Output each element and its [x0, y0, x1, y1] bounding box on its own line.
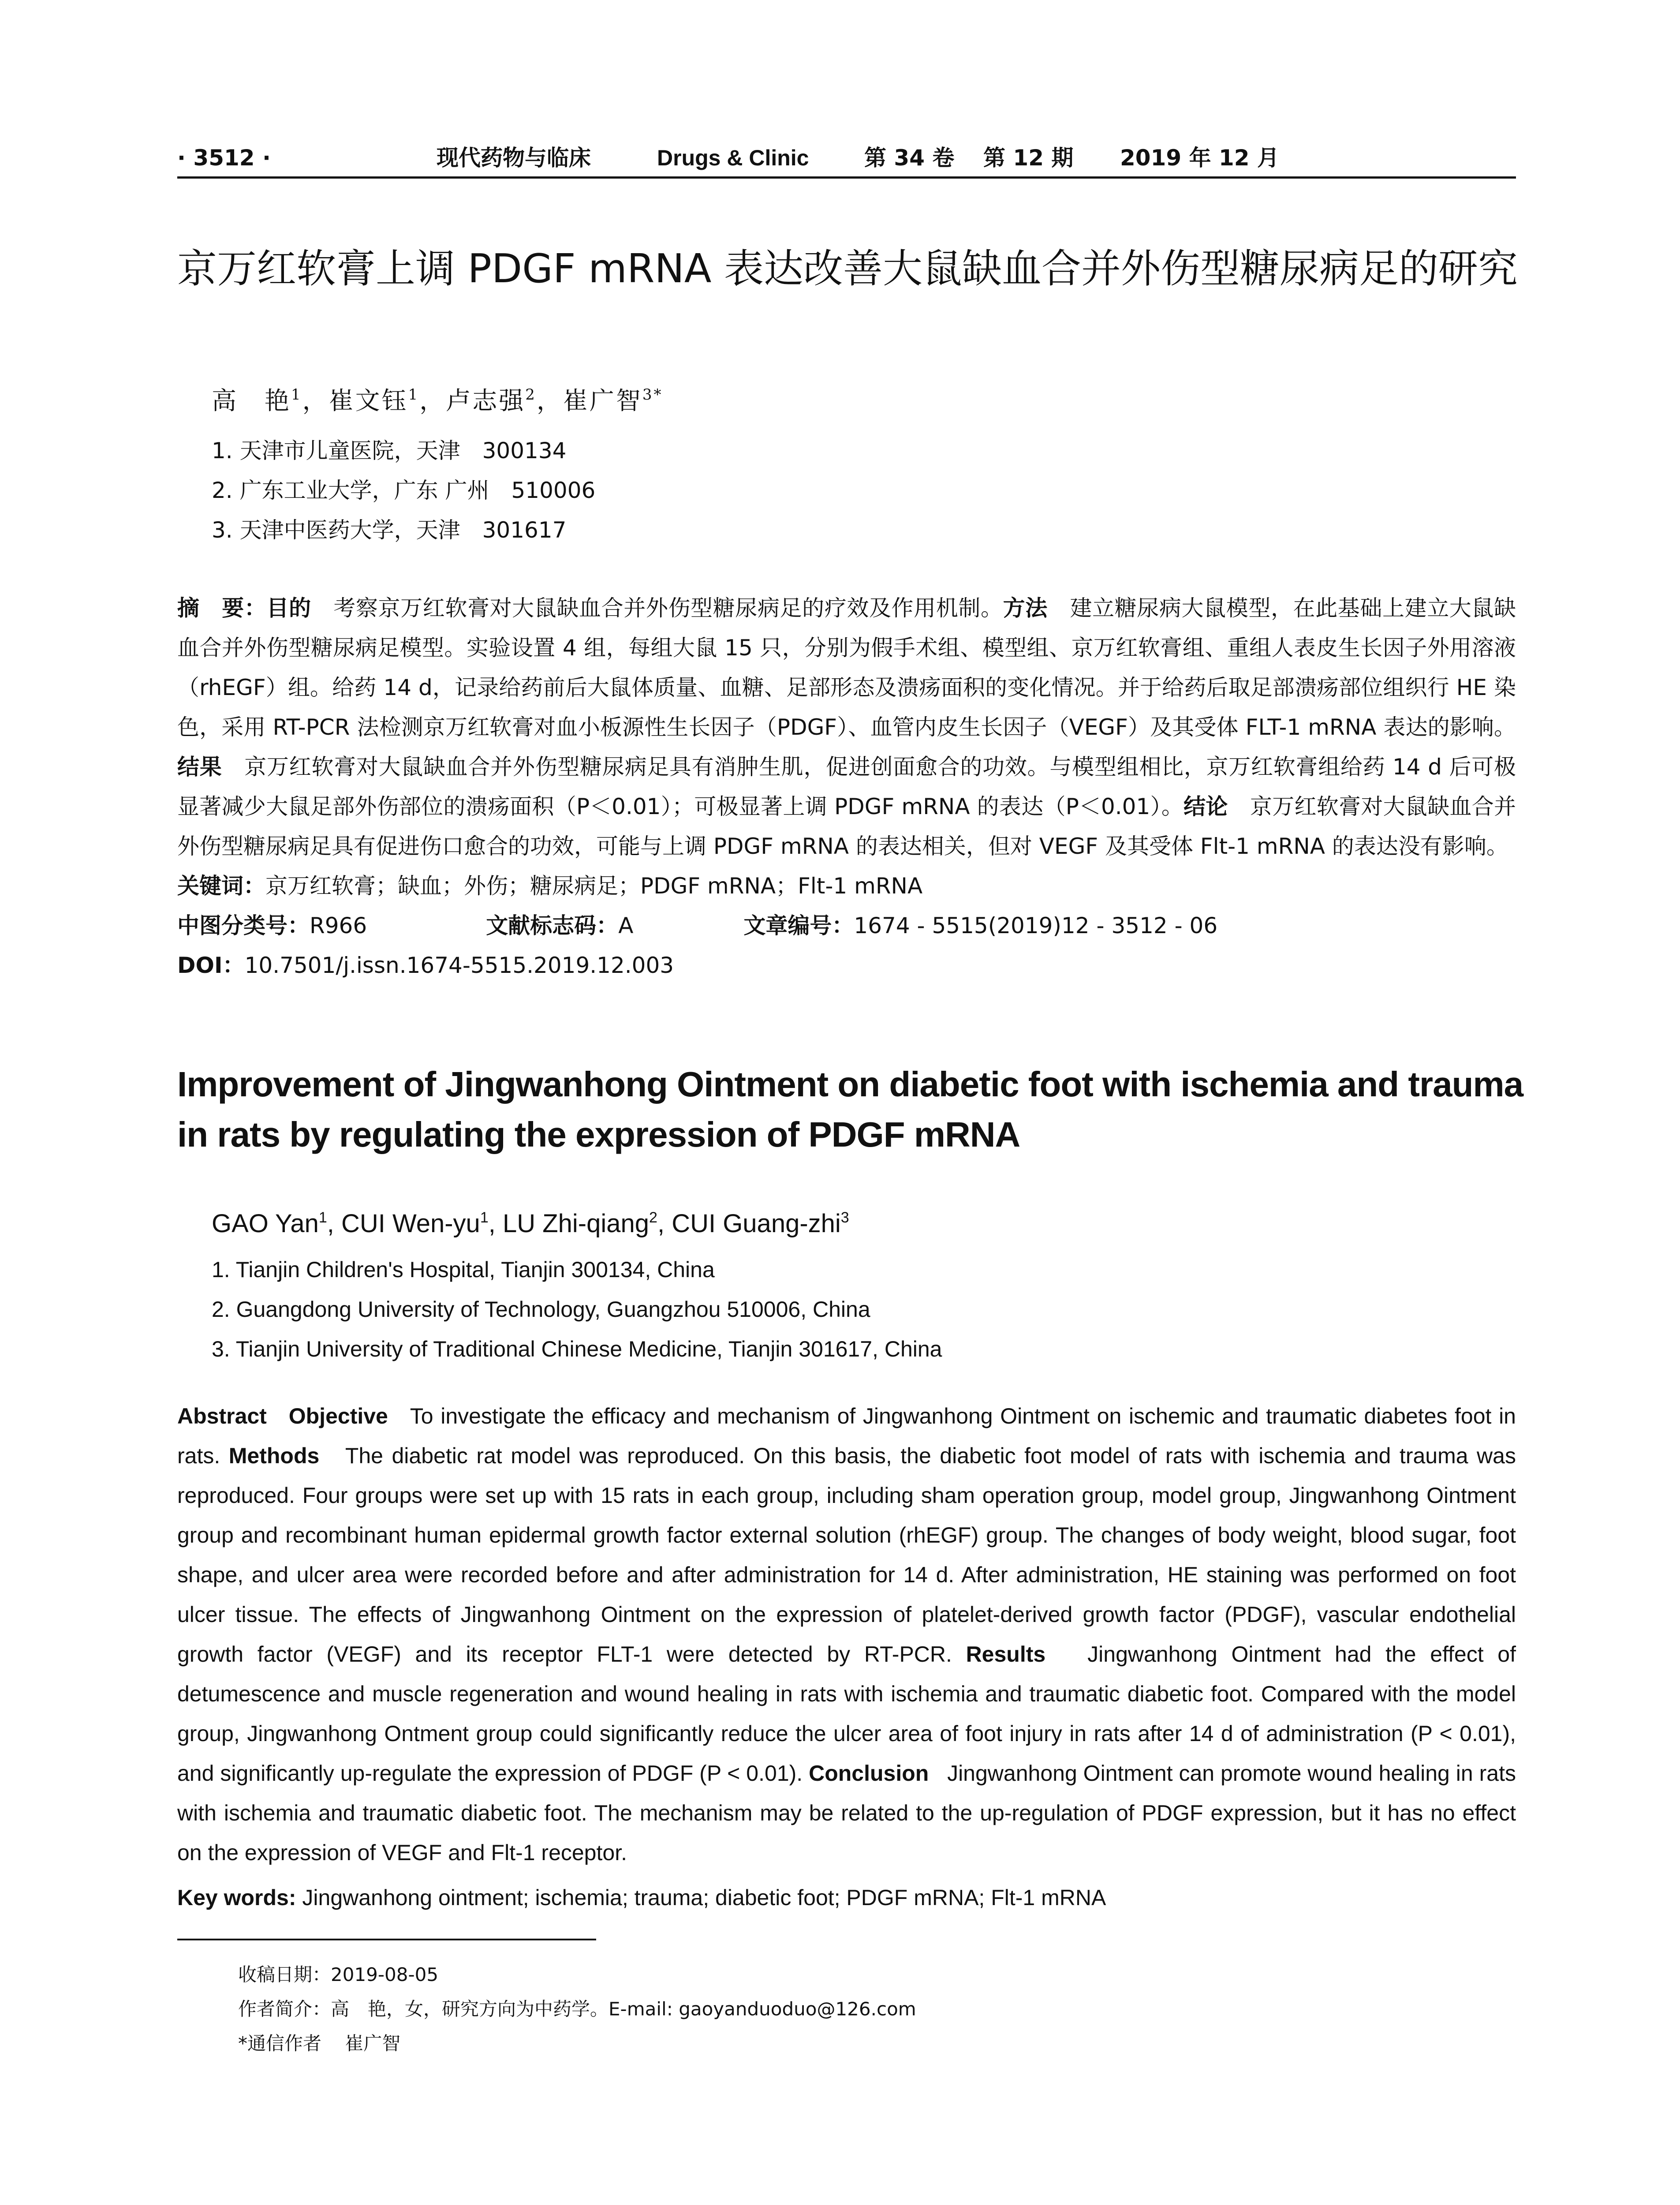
affiliation-cn: 2. 广东工业大学，广东 广州 510006	[212, 478, 596, 503]
author-cn: 崔文钰	[329, 387, 408, 415]
author-en: CUI Wen-yu	[341, 1209, 480, 1238]
article-no-value: 1674 - 5515(2019)12 - 3512 - 06	[854, 913, 1218, 938]
doi-label: DOI：	[177, 953, 245, 978]
author-affil-mark: 3	[840, 1209, 849, 1226]
bio-label: 作者简介：	[238, 1998, 331, 2020]
results-label: Results	[966, 1642, 1046, 1667]
footnote-author-bio	[238, 1992, 916, 2027]
bio-text: 高 艳，女，研究方向为中药学。E-mail: gaoyanduoduo@126.com	[331, 1998, 916, 2020]
author-cn: 卢志强	[446, 387, 526, 415]
affiliation-en: 1. Tianjin Children's Hospital, Tianjin 300134, China	[212, 1257, 715, 1282]
affiliation-en: 2. Guangdong University of Technology, Guangzhou 510006, China	[212, 1297, 870, 1322]
author-affil-mark: 1	[480, 1209, 489, 1226]
doi-value: 10.7501/j.issn.1674-5515.2019.12.003	[244, 953, 674, 978]
author-cn: 高 艳	[212, 387, 291, 415]
header-rule	[177, 176, 1516, 179]
corresponding-name: 崔广智	[345, 2033, 401, 2054]
author-affil-mark: 1	[291, 386, 302, 404]
classification-line	[177, 906, 1516, 946]
results-text: 京万红软膏对大鼠缺血合并外伤型糖尿病足具有消肿生肌，促进创面愈合的功效。与模型组相比，京万红软膏组给药 14 d 后可极显著减少大鼠足部外伤部位的溃疡面积（P＜0.01）；可极显著上调 PDGF mRNA 的表达（P＜0.01）。	[177, 754, 1516, 819]
abstract-cn	[177, 588, 1516, 985]
authors-en	[212, 1204, 849, 1244]
author-separator: ,	[488, 1209, 503, 1238]
volume: 第 34 卷	[864, 145, 955, 171]
results-label: 结果	[177, 754, 222, 780]
author-separator: ，	[536, 387, 563, 415]
article-no-label: 文章编号：	[743, 913, 854, 938]
author-affil-mark: 2	[525, 386, 537, 404]
clc-value: R966	[310, 913, 367, 938]
methods-label: 方法	[1003, 595, 1048, 621]
objective-label: Objective	[288, 1404, 388, 1428]
received-label: 收稿日期：	[238, 1964, 331, 1985]
journal-name-en: Drugs & Clinic	[657, 146, 809, 170]
author-affil-mark: 3*	[642, 386, 663, 404]
corresponding-label: *通信作者	[238, 2033, 322, 2054]
author-separator: ,	[657, 1209, 672, 1238]
author-en: LU Zhi-qiang	[502, 1209, 650, 1238]
keywords-label: Key words:	[177, 1885, 296, 1910]
author-separator: ,	[327, 1209, 342, 1238]
keywords-cn	[177, 866, 1516, 906]
author-separator: ，	[302, 387, 329, 415]
author-en: GAO Yan	[212, 1209, 319, 1238]
footnote-received	[238, 1957, 438, 1992]
keywords-en	[177, 1878, 1106, 1917]
conclusion-text: 京万红软膏对大鼠缺血合并外伤型糖尿病足具有促进伤口愈合的功效，可能与上调 PDGF mRNA 的表达相关，但对 VEGF 及其受体 Flt-1 mRNA 的表达没有影响。	[177, 794, 1516, 859]
author-affil-mark: 2	[649, 1209, 657, 1226]
footnote-corresponding	[238, 2026, 400, 2061]
author-cn: 崔广智	[563, 387, 642, 415]
issue-date: 2019 年 12 月	[1120, 145, 1279, 171]
abstract-en	[177, 1396, 1516, 1872]
abstract-label: Abstract	[177, 1404, 267, 1428]
objective-label: 目的	[266, 595, 311, 621]
footnote-rule	[177, 1939, 596, 1940]
keywords-text: Jingwanhong ointment; ischemia; trauma; diabetic foot; PDGF mRNA; Flt-1 mRNA	[302, 1885, 1106, 1910]
methods-text: The diabetic rat model was reproduced. On this basis, the diabetic foot model of rats with ischemia and trauma was reproduced. Four groups were set up with 15 rats in each group, including sham operation group, model group, Jingwanhong Ointment group and recombinant human epidermal growth factor external solution (rhEGF) group. The changes of body weight, blood sugar, foot shape, and ulcer area were recorded before and after administration for 14 d. After administration, HE staining was performed on foot ulcer tissue. The effects of Jingwanhong Ointment on the expression of platelet-derived growth factor (PDGF), vascular endothelial growth factor (VEGF) and its receptor FLT-1 were detected by RT-PCR.	[177, 1443, 1516, 1667]
issue: 第 12 期	[983, 145, 1074, 171]
page-number: · 3512 ·	[177, 145, 271, 171]
methods-label: Methods	[228, 1443, 320, 1468]
doi-line	[177, 946, 1516, 985]
conclusion-label: 结论	[1183, 794, 1228, 819]
methods-text: 建立糖尿病大鼠模型，在此基础上建立大鼠缺血合并外伤型糖尿病足模型。实验设置 4 组，每组大鼠 15 只，分别为假手术组、模型组、京万红软膏组、重组人表皮生长因子外用溶液（rhEGF）组。给药 14 d，记录给药前后大鼠体质量、血糖、足部形态及溃疡面积的变化情况。并于给药后取足部溃疡部位组织行 HE 染色，采用 RT-PCR 法检测京万红软膏对血小板源性生长因子（PDGF）、血管内皮生长因子（VEGF）及其受体 FLT-1 mRNA 表达的影响。	[177, 595, 1516, 740]
author-affil-mark: 1	[408, 386, 420, 404]
author-affil-mark: 1	[318, 1209, 327, 1226]
clc-label: 中图分类号：	[177, 913, 310, 938]
received-date: 2019-08-05	[331, 1964, 439, 1985]
results-text: Jingwanhong Ointment had the effect of detumescence and muscle regeneration and wound healing in rats with ischemia and traumatic diabetic foot. Compared with the model group, Jingwanhong Ontment group could significantly reduce the ulcer area of foot injury in rats after 14 d of administration (P < 0.01), and significantly up-regulate the expression of PDGF (P < 0.01).	[177, 1642, 1516, 1786]
title-en: Improvement of Jingwanhong Ointment on diabetic foot with ischemia and trauma in rats by regulating the expression of PDGF mRNA	[177, 1065, 1523, 1154]
author-separator: ，	[419, 387, 446, 415]
keywords-label: 关键词：	[177, 873, 265, 899]
authors-cn	[212, 384, 663, 419]
keywords-text: 京万红软膏；缺血；外伤；糖尿病足；PDGF mRNA；Flt-1 mRNA	[265, 873, 923, 899]
author-en: CUI Guang-zhi	[672, 1209, 841, 1238]
affiliation-en: 3. Tianjin University of Traditional Chinese Medicine, Tianjin 301617, China	[212, 1337, 942, 1361]
doc-code-label: 文献标志码：	[486, 913, 619, 938]
abstract-label: 摘 要：	[177, 595, 267, 621]
affiliation-cn: 1. 天津市儿童医院，天津 300134	[212, 438, 567, 463]
objective-text: To investigate the efficacy and mechanism of Jingwanhong Ointment on ischemic and traumatic diabetes foot in rats.	[177, 1404, 1516, 1468]
objective-text: 考察京万红软膏对大鼠缺血合并外伤型糖尿病足的疗效及作用机制。	[311, 595, 1003, 621]
conclusion-label: Conclusion	[809, 1761, 929, 1786]
title-cn: 京万红软膏上调 PDGF mRNA 表达改善大鼠缺血合并外伤型糖尿病足的研究	[177, 246, 1518, 292]
conclusion-text: Jingwanhong Ointment can promote wound healing in rats with ischemia and traumatic diabetic foot. The mechanism may be related to the up-regulation of PDGF expression, but it has no effect on the expression of VEGF and Flt-1 receptor.	[177, 1761, 1516, 1865]
doc-code-value: A	[618, 913, 634, 938]
journal-name-cn: 现代药物与临床	[437, 145, 591, 171]
affiliation-cn: 3. 天津中医药大学，天津 301617	[212, 517, 567, 543]
